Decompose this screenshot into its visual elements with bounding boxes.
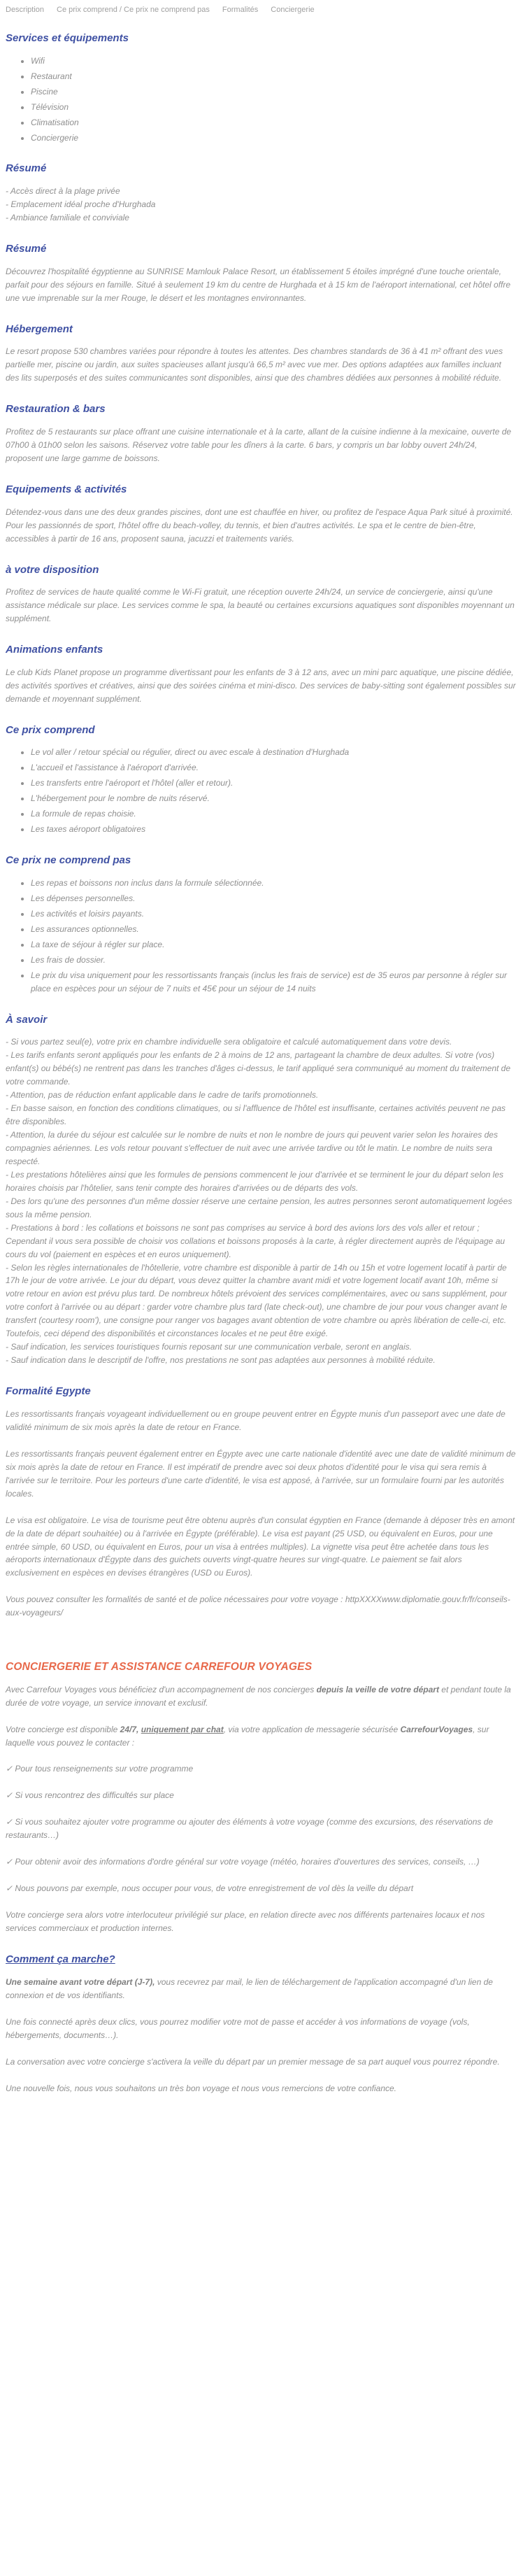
bullet-item: • Climatisation (31, 116, 516, 129)
section-heading: Equipements & activités (6, 483, 127, 495)
line-item: - En basse saison, en fonction des conditions climatiques, ou si l'affluence de l'hôtel est insuffisante, certaines activités peuvent ne pas être disponibles. (6, 1103, 506, 1127)
line-item: - Sauf indication dans le descriptif de l'offre, nos prestations ne sont pas adaptées aux personnes à mobilité réduite. (6, 1355, 436, 1366)
paragraph: La conversation avec votre concierge s'activera la veille du départ par un premier message de sa part auquel vous pourrez répondre. (6, 2056, 500, 2067)
paragraph (6, 1976, 516, 2002)
paragraph: Le club Kids Planet propose un programme divertissant pour les enfants de 3 à 12 ans, avec un mini parc aquatique, une piscine dédiée, des activités sportives et créatives, ainsi que des soirées cinéma et mini-disco. Des services de baby-sitting sont également possibles sur demande et moyennant supplément. (6, 667, 516, 704)
section-heading: CONCIERGERIE ET ASSISTANCE CARREFOUR VOYAGES (6, 1661, 313, 1673)
bullet-item: • Les repas et boissons non inclus dans la formule sélectionnée. (31, 877, 516, 890)
line-item: - Les prestations hôtelières ainsi que les formules de pensions commencent le jour d'arrivée et se terminent le jour du départ selon les horaires choisis par l'hôtelier, sans tenir compte des horaires d'arrivées ou de départs des vols. (6, 1169, 504, 1193)
bullet-item: • Piscine (31, 85, 516, 99)
tab-conciergerie[interactable]: Conciergerie (271, 6, 315, 14)
text-segment: , sur laquelle vous pouvez le contacter : (6, 1724, 489, 1748)
text-segment: et pendant toute la durée de votre voyage, un service innovant et exclusif. (6, 1684, 511, 1708)
paragraph: Le visa est obligatoire. Le visa de tourisme peut être obtenu auprès d'un consulat égyptien en France (demande à déposer très en amont de la date de départ souhaitée) ou à l'arrivée en Égypte (préférable). Le visa est payant (25 USD, ou équivalent en Euros, pour une entrée simple, 60 USD, ou équivalent en Euros, pour un visa à entrées multiples). La vignette visa peut être achetée dans tous les aéroports internationaux d'Égypte dans des guichets ouverts vingt-quatre heures sur vingt-quatre. Le paiement se fait alors exclusivement en espèces en devises étrangères (USD ou Euros). (6, 1515, 515, 1578)
section-heading: Hébergement (6, 323, 73, 335)
section-heading: Restauration & bars (6, 403, 106, 416)
line-item: - Attention, pas de réduction enfant applicable dans le cadre de tarifs promotionnels. (6, 1090, 319, 1101)
bullet-item: • Les frais de dossier. (31, 954, 516, 967)
text-segment: vous recevrez par mail, le lien de téléchargement de l'application accompagné d'un lien de connexion et de vos identifiants. (6, 1976, 493, 2000)
paragraph: Les ressortissants français voyageant individuellement ou en groupe peuvent entrer en Égypte munis d'un passeport avec une date de validité minimum de six mois après la date de retour en France. (6, 1408, 506, 1432)
paragraph: Votre concierge sera alors votre interlocuteur privilégié sur place, en relation directe avec nos différents partenaires locaux et nos services commerciaux et production internes. (6, 1910, 485, 1934)
line-item: - Accès direct à la plage privée (6, 186, 120, 197)
line-item: - Emplacement idéal proche d'Hurghada (6, 199, 156, 210)
line-item: - Prestations à bord : les collations et boissons ne sont pas comprises au service à bord des avions lors des vols aller et retour ; Cependant il vous sera possible de choisir vos collations et boissons proposés à la carte, à régler directement auprès de l'équipage au cours du vol (paiement en espèces et en euros uniquement). (6, 1222, 506, 1259)
text-segment: Votre concierge est disponible (6, 1724, 120, 1734)
section-heading: À savoir (6, 1013, 48, 1026)
line-item: - Attention, la durée du séjour est calculée sur le nombre de nuits et non le nombre de jours qui peuvent varier selon les horaires des compagnies aériennes. Les vols retour pouvant s'effectuer de nuit avec une arrivée tardive ou tôt le matin. Le nombre de nuits sera respecté. (6, 1130, 498, 1166)
paragraph: Une fois connecté après deux clics, vous pourrez modifier votre mot de passe et accéder à vos informations de voyage (vols, hébergements, documents…). (6, 2016, 470, 2040)
section-heading: Comment ça marche? (6, 1953, 115, 1966)
bullet-item: • Le prix du visa uniquement pour les ressortissants français (inclus les frais de service) est de 35 euros par personne à régler sur place en espèces pour un séjour de 7 nuits et 45€ pour un séjour de 14 nuits (31, 969, 516, 996)
text-segment: Une semaine avant votre départ (J-7), (6, 1976, 155, 1987)
section-heading: Services et équipements (6, 32, 129, 44)
line-item: - Selon les règles internationales de l'hôtellerie, votre chambre est disponible à partir de 14h ou 15h et votre logement locatif à partir de 17h le jour de votre arrivée. Le jour du départ, vous devez quitter la chambre avant midi et votre logement locatif avant 10h, même si votre retour en avion est prévu plus tard. De nombreux hôtels prévoient des services complémentaires, avec ou sans supplément, pour votre confort à l'arrivée ou au départ : garder votre chambre plus tard (late check-out), une chambre de jour pour vous changer avant le transfert (courtesy room'), une consigne pour ranger vos bagages avant obtention de votre chambre ou après libération de celle-ci, etc. Toutefois, ceci dépend des disponibilités et circonstances locales et ne peut être exigé. (6, 1262, 508, 1339)
check-line: ✓ Pour tous renseignements sur votre programme (6, 1764, 194, 1774)
bullet-item: • Les taxes aéroport obligatoires (31, 823, 516, 836)
text-segment: , via votre application de messagerie sécurisée (223, 1724, 401, 1734)
bullet-list (6, 877, 516, 996)
paragraph: Découvrez l'hospitalité égyptienne au SUNRISE Mamlouk Palace Resort, un établissement 5 étoiles imprégné d'une touche orientale, parfait pour des séjours en famille. Situé à seulement 19 km du centre de Hurghada et à 15 km de l'aéroport international, cet hôtel offre une vue imprenable sur la mer Rouge, le désert et les montagnes environnantes. (6, 266, 511, 303)
section-heading: Animations enfants (6, 644, 103, 656)
tab-bar (6, 6, 516, 14)
text-segment: uniquement par chat (141, 1724, 224, 1734)
content (6, 32, 516, 2095)
section-heading: à votre disposition (6, 563, 99, 576)
check-line: ✓ Si vous rencontrez des difficultés sur place (6, 1790, 174, 1801)
bullet-item: • Les dépenses personnelles. (31, 892, 516, 905)
bullet-item: • Les assurances optionnelles. (31, 923, 516, 936)
bullet-item: • Restaurant (31, 70, 516, 83)
tab-formalites[interactable]: Formalités (222, 6, 259, 14)
paragraph (6, 1683, 516, 1710)
line-group (6, 185, 516, 225)
bullet-item: • La taxe de séjour à régler sur place. (31, 938, 516, 951)
check-line: ✓ Si vous souhaitez ajouter votre programme ou ajouter des éléments à votre voyage (comme des excursions, des réservations de restaurants…) (6, 1817, 494, 1841)
bullet-item: • Le vol aller / retour spécial ou régulier, direct ou avec escale à destination d'Hurghada (31, 746, 516, 759)
line-item: - Ambiance familiale et conviviale (6, 213, 129, 223)
paragraph: Profitez de 5 restaurants sur place offrant une cuisine internationale et à la carte, allant de la cuisine indienne à la mexicaine, ouverte de 07h00 à 01h00 selon les saisons. Réservez votre table pour les dîners à la carte. 6 bars, y compris un bar lobby ouvert 24h/24, proposent une large gamme de boissons. (6, 427, 512, 463)
line-item: - Des lors qu'une des personnes d'un même dossier réserve une certaine pension, les autres personnes seront automatiquement logées sous la même pension. (6, 1196, 513, 1219)
line-group (6, 1035, 516, 1367)
section-heading: Ce prix comprend (6, 723, 95, 736)
bullet-item: • Conciergerie (31, 132, 516, 145)
line-item: - Si vous partez seul(e), votre prix en chambre individuelle sera obligatoire et calculé automatiquement dans votre devis. (6, 1037, 452, 1047)
paragraph: Profitez de services de haute qualité comme le Wi-Fi gratuit, une réception ouverte 24h/24, un service de conciergerie, ainsi qu'une assistance médicale sur place. Les services comme le spa, la beauté ou certaines excursions aquatiques sont disponibles moyennant un supplément. (6, 587, 515, 624)
text-segment: 24/7, (120, 1724, 139, 1734)
text-segment: CarrefourVoyages (400, 1724, 473, 1734)
bullet-list (6, 746, 516, 836)
paragraph (6, 1723, 516, 1750)
text-segment: depuis la veille de votre départ (316, 1684, 439, 1694)
paragraph: Les ressortissants français peuvent également entrer en Égypte avec une carte nationale d'identité avec une date de validité minimum de six mois après la date de retour en France. Il est impératif de prendre avec soi deux photos d'identité pour le visa qui sera remis à l'arrivée sur le territoire. Pour les porteurs d'une carte d'identité, le visa est apposé, à l'arrivée, sur un formulaire fourni par les autorités locales. (6, 1448, 516, 1499)
line-item: - Les tarifs enfants seront appliqués pour les enfants de 2 à moins de 12 ans, partageant la chambre de deux adultes. Si votre (vos) enfant(s) ou bébé(s) ne rentrent pas dans les tranches d'âges ci-dessus, le tarif appliqué sera communiqué au moment du traitement de votre commande. (6, 1050, 511, 1087)
tab-description[interactable]: Description (6, 6, 45, 14)
bullet-item: • Les activités et loisirs payants. (31, 907, 516, 921)
paragraph: Détendez-vous dans une des deux grandes piscines, dont une est chauffée en hiver, ou profitez de l'espace Aqua Park situé à proximité. Pour les passionnés de sport, l'hôtel offre du beach-volley, du tennis, et bien d'autres activités. Le spa et le centre de bien-être, accessibles à partir de 16 ans, proposent sauna, jacuzzi et traitements variés. (6, 507, 513, 544)
bullet-item: • Télévision (31, 101, 516, 114)
bullet-item: • Les transferts entre l'aéroport et l'hôtel (aller et retour). (31, 777, 516, 790)
check-line: ✓ Nous pouvons par exemple, nous occuper pour vous, de votre enregistrement de vol dès la veille du départ (6, 1883, 414, 1894)
paragraph: Le resort propose 530 chambres variées pour répondre à toutes les attentes. Des chambres standards de 36 à 41 m² offrant des vues partielle mer, piscine ou jardin, aux suites spacieuses allant jusqu'à 66,5 m² avec vue mer. Des options adaptées aux familles incluant des lits superposés et des suites communicantes sont disponibles, ainsi que des chambres dédiées aux personnes à mobilité réduite. (6, 346, 503, 383)
check-line: ✓ Pour obtenir avoir des informations d'ordre général sur votre voyage (météo, horaires d'ouvertures des services, conseils, …) (6, 1857, 480, 1867)
tab-prix[interactable]: Ce prix comprend / Ce prix ne comprend pas (57, 6, 210, 14)
line-item: - Sauf indication, les services touristiques fournis reposant sur une communication verbale, seront en anglais. (6, 1342, 412, 1352)
section-heading: Ce prix ne comprend pas (6, 854, 131, 867)
section-heading: Formalité Egypte (6, 1385, 91, 1398)
bullet-item: • Wifi (31, 55, 516, 68)
paragraph: Une nouvelle fois, nous vous souhaitons un très bon voyage et nous vous remercions de votre confiance. (6, 2083, 397, 2093)
bullet-item: • La formule de repas choisie. (31, 807, 516, 821)
bullet-item: • L'accueil et l'assistance à l'aéroport d'arrivée. (31, 761, 516, 774)
text-segment: Avec Carrefour Voyages vous bénéficiez d'un accompagnement de nos concierges (6, 1684, 317, 1694)
bullet-item: • L'hébergement pour le nombre de nuits réservé. (31, 792, 516, 805)
paragraph: Vous pouvez consulter les formalités de santé et de police nécessaires pour votre voyage : httpXXXXwww.diplomatie.gouv.fr/fr/conseils-aux-voyageurs/ (6, 1594, 510, 1618)
bullet-list (6, 55, 516, 145)
section-heading: Résumé (6, 243, 47, 255)
section-heading: Résumé (6, 162, 47, 175)
